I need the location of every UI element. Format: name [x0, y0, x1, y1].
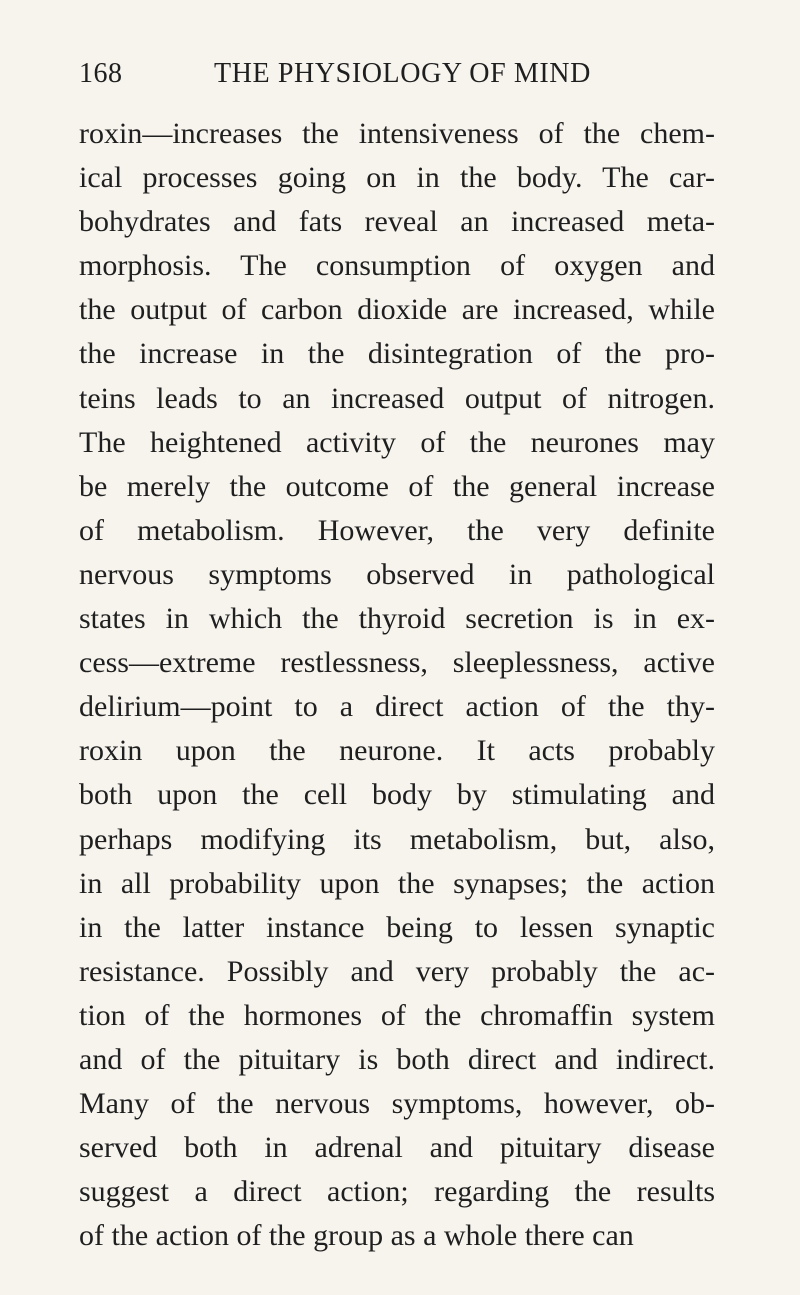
text-line: roxin upon the neurone. It acts probably	[79, 734, 715, 768]
text-line: perhaps modifying its metabolism, but, also,	[79, 822, 715, 856]
text-line: the increase in the disintegration of the pro-	[79, 337, 715, 371]
text-line: both upon the cell body by stimulating and	[79, 778, 715, 812]
text-line: of metabolism. However, the very definite	[79, 513, 715, 547]
running-title: THE PHYSIOLOGY OF MIND	[214, 58, 591, 89]
text-line: the output of carbon dioxide are increased, while	[79, 293, 715, 327]
body-text	[79, 112, 715, 1258]
text-line: teins leads to an increased output of nitrogen.	[79, 381, 715, 415]
text-line: states in which the thyroid secretion is in ex-	[79, 602, 715, 636]
text-line: served both in adrenal and pituitary disease	[79, 1131, 715, 1165]
text-line: in the latter instance being to lessen synaptic	[79, 910, 715, 944]
page-number: 168	[79, 58, 123, 89]
text-line: nervous symptoms observed in pathological	[79, 557, 715, 591]
running-header	[79, 54, 715, 94]
text-line: The heightened activity of the neurones may	[79, 425, 715, 459]
text-line: be merely the outcome of the general increase	[79, 469, 715, 503]
text-line: resistance. Possibly and very probably the ac-	[79, 954, 715, 988]
text-line: in all probability upon the synapses; the action	[79, 866, 715, 900]
text-line: of the action of the group as a whole there can	[79, 1219, 634, 1253]
text-line: cess—extreme restlessness, sleeplessness, active	[79, 646, 715, 680]
text-line: and of the pituitary is both direct and indirect.	[79, 1042, 715, 1076]
text-line: delirium—point to a direct action of the thy-	[79, 690, 715, 724]
text-line: suggest a direct action; regarding the results	[79, 1175, 715, 1209]
text-line: ical processes going on in the body. The car-	[79, 161, 715, 195]
text-line: roxin—increases the intensiveness of the chem-	[79, 117, 715, 150]
text-line: tion of the hormones of the chromaffin system	[79, 998, 715, 1032]
text-line: bohydrates and fats reveal an increased meta-	[79, 205, 715, 239]
text-line: morphosis. The consumption of oxygen and	[79, 249, 715, 283]
text-line: Many of the nervous symptoms, however, ob-	[79, 1087, 715, 1121]
